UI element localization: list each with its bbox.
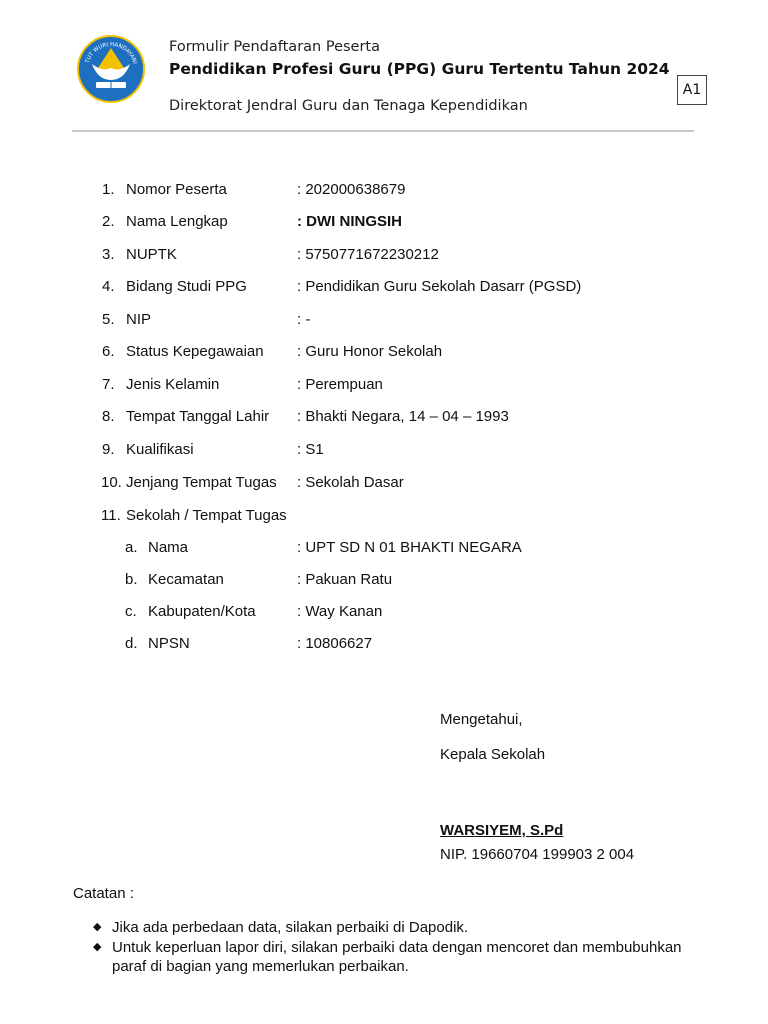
field-label: NUPTK (126, 246, 177, 263)
field-label: NIP (126, 311, 152, 328)
tut-wuri-handayani-logo (76, 34, 146, 104)
field-number: 3. (102, 246, 115, 263)
field-number: 1. (102, 181, 115, 198)
field-number: 9. (102, 441, 115, 458)
field-value: : 5750771672230212 (297, 246, 439, 263)
field-number: 8. (102, 408, 115, 425)
school-value: : UPT SD N 01 BHAKTI NEGARA (297, 539, 522, 556)
school-letter: a. (125, 539, 138, 556)
school-label: Kecamatan (148, 571, 224, 588)
field-number: 5. (102, 311, 115, 328)
field-number: 2. (102, 213, 115, 230)
logo-motto: TUT WURI HANDAYANI (84, 41, 138, 65)
signatory-role: Kepala Sekolah (440, 746, 546, 763)
school-letter: d. (125, 635, 138, 652)
school-value: : Way Kanan (297, 603, 383, 620)
field-value: : S1 (297, 441, 324, 458)
list-item (93, 938, 693, 976)
form-code-box: A1 (677, 75, 707, 105)
field-label: Jenis Kelamin (126, 376, 220, 393)
field-number: 10. (101, 474, 122, 491)
school-label: Kabupaten/Kota (148, 603, 256, 620)
field-value: : Guru Honor Sekolah (297, 343, 443, 360)
form-title: Pendidikan Profesi Guru (PPG) Guru Tertentu Tahun 2024 (169, 60, 670, 78)
field-value: : 202000638679 (297, 181, 406, 198)
field-number: 6. (102, 343, 115, 360)
field-label: Tempat Tanggal Lahir (126, 408, 270, 425)
bullet-icon: ◆ (93, 921, 102, 933)
school-label: Nama (148, 539, 189, 556)
field-label: Nomor Peserta (126, 181, 227, 198)
signatory-name: WARSIYEM, S.Pd (440, 822, 564, 839)
field-value: : Sekolah Dasar (297, 474, 404, 491)
field-number: 4. (102, 278, 115, 295)
field-label: Jenjang Tempat Tugas (126, 474, 277, 491)
list-item (93, 918, 693, 937)
field-label: Sekolah / Tempat Tugas (126, 507, 287, 524)
note-text: Untuk keperluan lapor diri, silakan perbaiki data dengan mencoret dan membubuhkan paraf di bagian yang memerlukan perbaikan. (112, 939, 682, 975)
acknowledge-text: Mengetahui, (440, 711, 523, 728)
school-value: : 10806627 (297, 635, 373, 652)
directorate-name: Direktorat Jendral Guru dan Tenaga Kependidikan (169, 98, 528, 114)
bullet-icon: ◆ (93, 941, 102, 953)
signatory-nip: NIP. 19660704 199903 2 004 (440, 846, 635, 863)
school-letter: c. (125, 603, 137, 620)
school-label: NPSN (148, 635, 190, 652)
note-text: Jika ada perbedaan data, silakan perbaiki di Dapodik. (112, 919, 469, 936)
field-label: Status Kepegawaian (126, 343, 264, 360)
field-value: : Bhakti Negara, 14 – 04 – 1993 (297, 408, 509, 425)
notes-title: Catatan : (73, 885, 134, 902)
school-letter: b. (125, 571, 138, 588)
school-value: : Pakuan Ratu (297, 571, 393, 588)
header-divider (72, 130, 694, 132)
field-label: Bidang Studi PPG (126, 278, 247, 295)
field-number: 11. (101, 507, 121, 524)
field-label: Nama Lengkap (126, 213, 228, 230)
document-header (0, 0, 768, 140)
field-value: : Pendidikan Guru Sekolah Dasarr (PGSD) (297, 278, 582, 295)
field-number: 7. (102, 376, 115, 393)
form-subtitle: Formulir Pendaftaran Peserta (169, 39, 380, 55)
notes-list (93, 918, 693, 977)
field-label: Kualifikasi (126, 441, 194, 458)
field-value: : DWI NINGSIH (297, 213, 402, 230)
field-value: : - (297, 311, 311, 328)
field-value: : Perempuan (297, 376, 383, 393)
